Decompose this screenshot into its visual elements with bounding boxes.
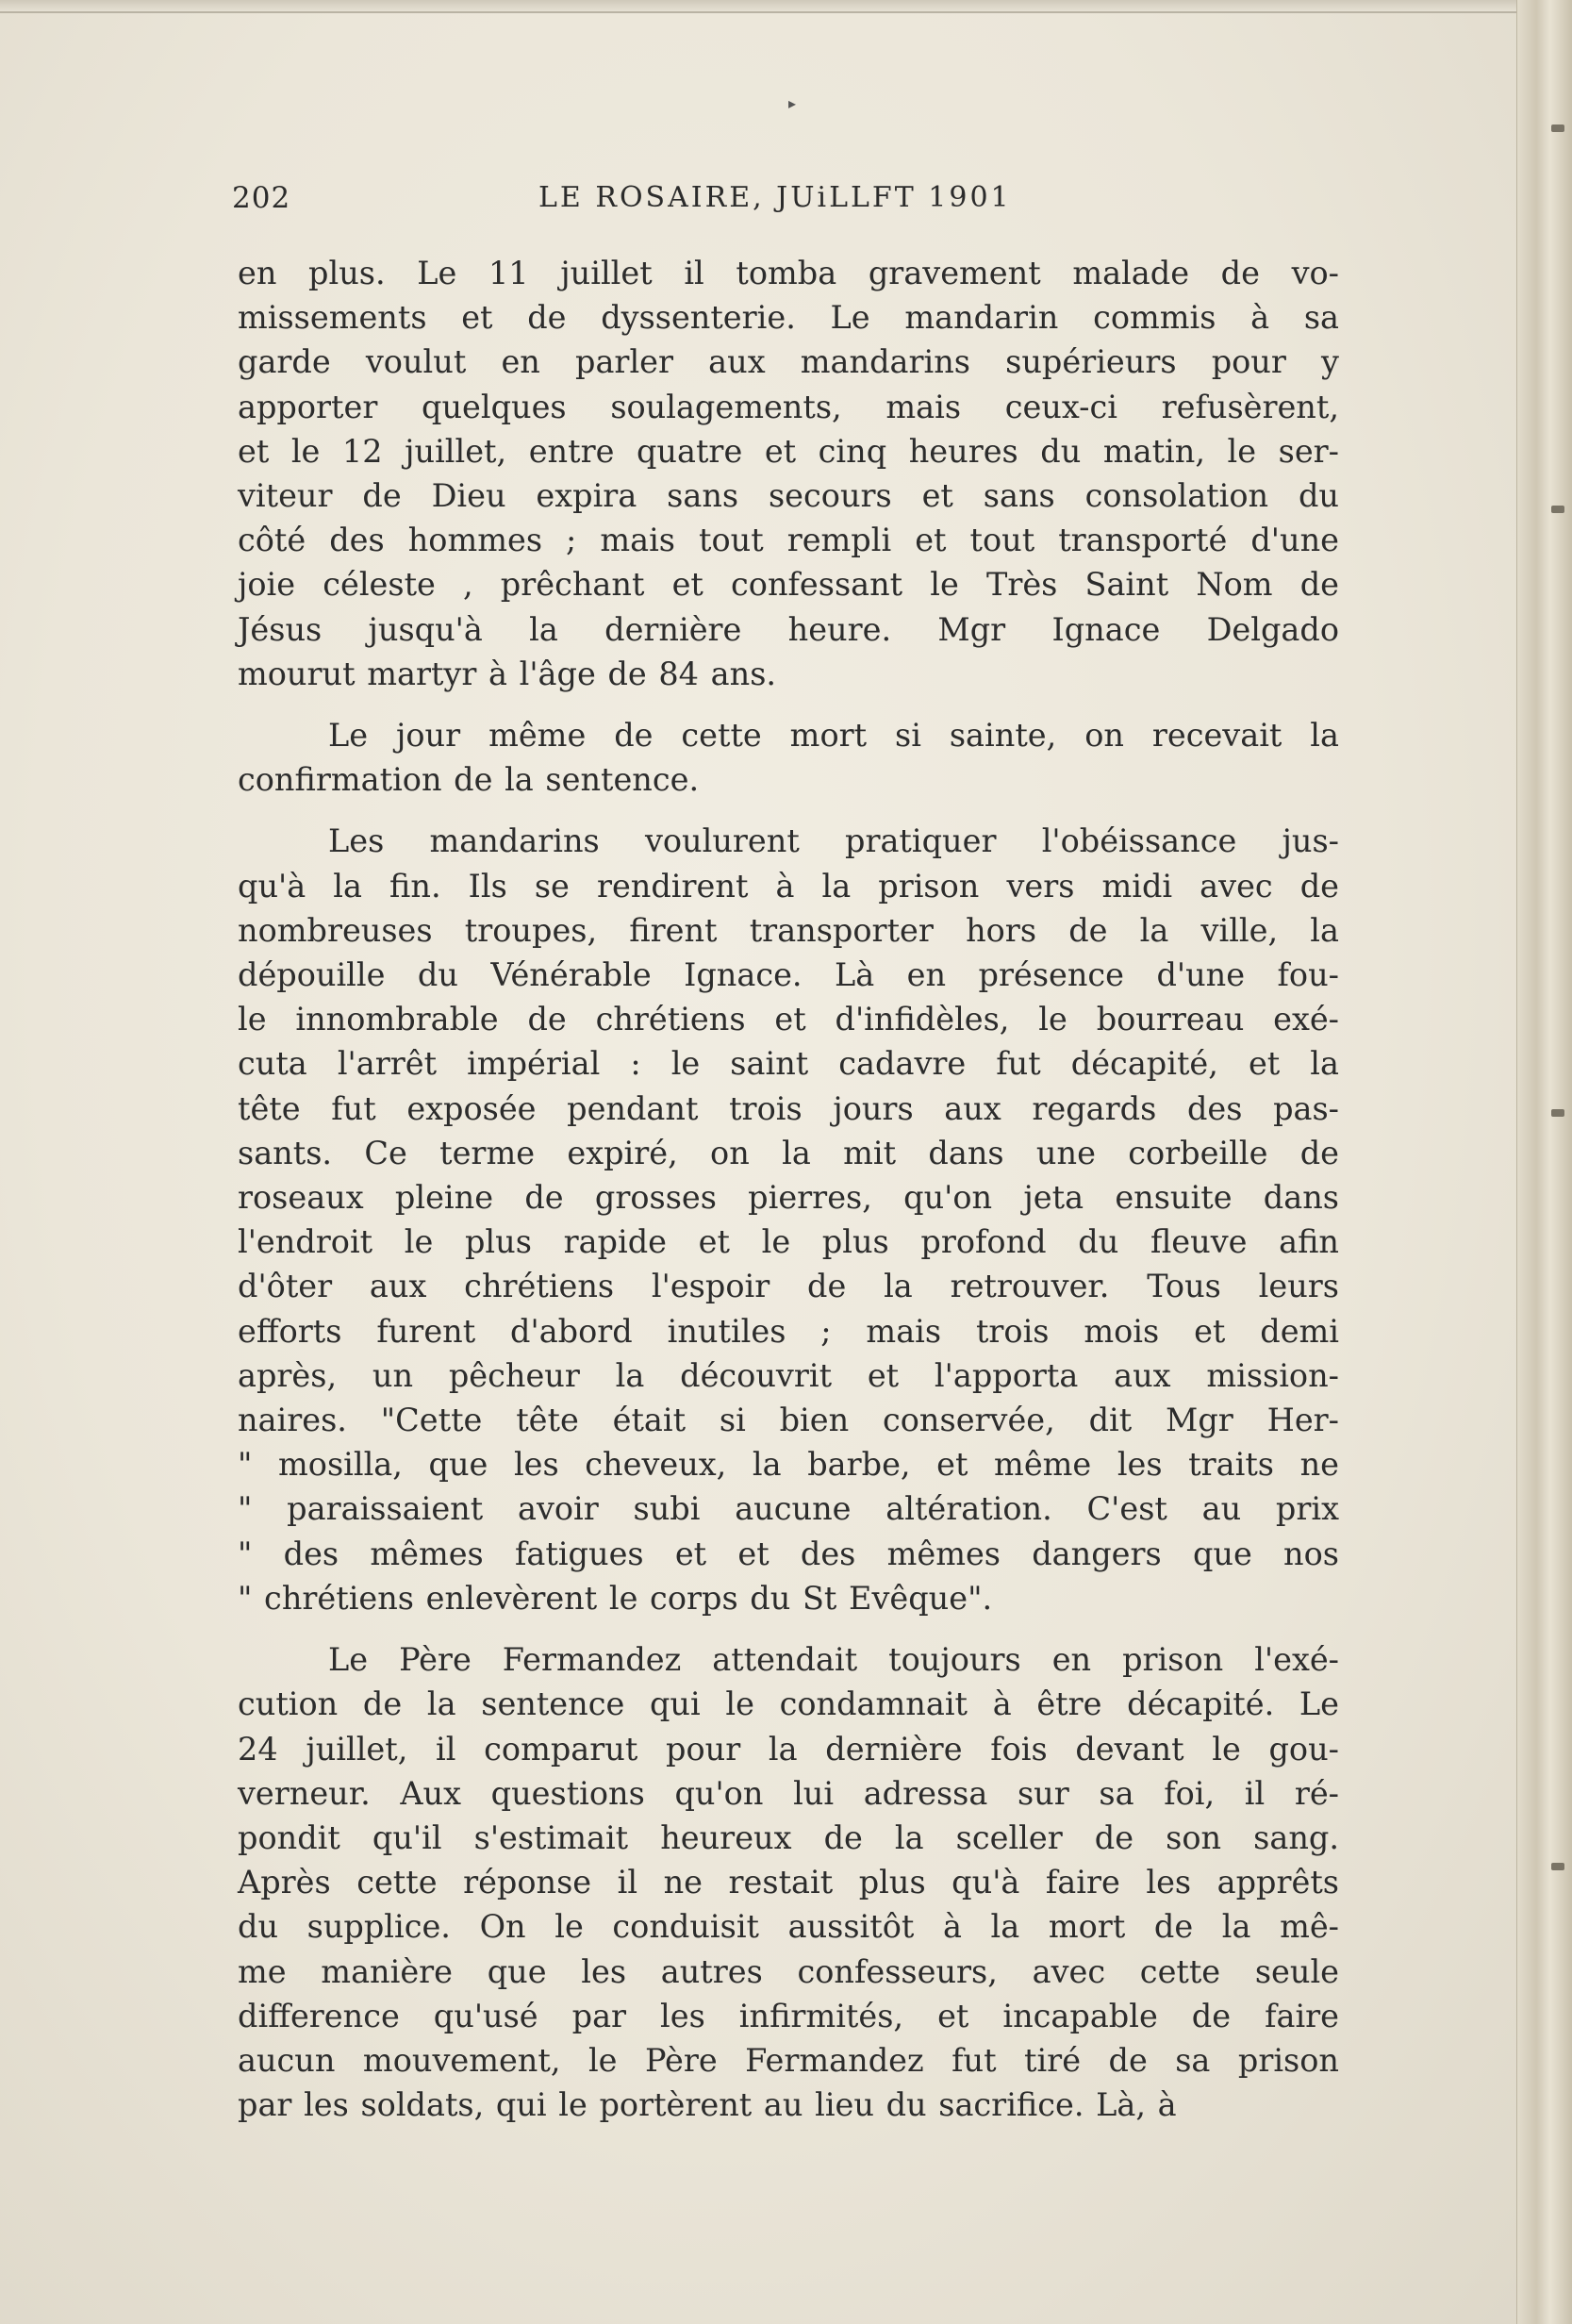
text-line: missements et de dyssenterie. Le mandarin commis à sa	[238, 299, 1339, 337]
edge-mark	[1551, 1863, 1564, 1870]
text-line: cuta l'arrêt impérial : le saint cadavre fut décapité, et la	[238, 1045, 1339, 1083]
text-line: du supplice. On le conduisit aussitôt à la mort de la mê-	[238, 1908, 1339, 1946]
text-line: par les soldats, qui le portèrent au lieu du sacrifice. Là, à	[238, 2086, 1177, 2124]
text-line: mourut martyr à l'âge de 84 ans.	[238, 655, 777, 692]
text-line: verneur. Aux questions qu'on lui adressa sur sa foi, il ré-	[238, 1774, 1339, 1812]
edge-mark	[1551, 1109, 1564, 1117]
printer-mark: ▸	[788, 94, 797, 112]
text-line: " paraissaient avoir subi aucune altération. C'est au prix	[238, 1490, 1339, 1528]
body-text	[238, 251, 1339, 2127]
text-line: Jésus jusqu'à la dernière heure. Mgr Ignace Delgado	[238, 610, 1339, 648]
text-line: l'endroit le plus rapide et le plus profond du fleuve afin	[238, 1223, 1339, 1261]
text-line: cution de la sentence qui le condamnait à être décapité. Le	[238, 1685, 1339, 1723]
edge-mark	[1551, 124, 1564, 132]
text-line: sants. Ce terme expiré, on la mit dans une corbeille de	[238, 1134, 1339, 1171]
text-line: et le 12 juillet, entre quatre et cinq heures du matin, le ser-	[238, 432, 1339, 470]
text-line: garde voulut en parler aux mandarins supérieurs pour y	[238, 343, 1339, 381]
paragraph	[238, 251, 1339, 696]
text-line: d'ôter aux chrétiens l'espoir de la retrouver. Tous leurs	[238, 1268, 1339, 1305]
text-line: Les mandarins voulurent pratiquer l'obéissance jus-	[328, 822, 1339, 860]
text-line: Après cette réponse il ne restait plus qu'à faire les apprêts	[238, 1864, 1339, 1901]
text-line: Le Père Fermandez attendait toujours en prison l'exé-	[328, 1641, 1339, 1679]
paragraph-gap	[238, 802, 1339, 819]
running-head	[232, 181, 1335, 219]
text-line: roseaux pleine de grosses pierres, qu'on jeta ensuite dans	[238, 1179, 1339, 1217]
text-line: apporter quelques soulagements, mais ceux-ci refusèrent,	[238, 388, 1339, 425]
text-line: difference qu'usé par les infirmités, et incapable de faire	[238, 1997, 1339, 2034]
text-line: pondit qu'il s'estimait heureux de la sceller de son sang.	[238, 1818, 1339, 1856]
top-edge-rule	[0, 0, 1518, 13]
edge-mark	[1551, 506, 1564, 513]
text-line: viteur de Dieu expira sans secours et sans consolation du	[238, 477, 1339, 515]
text-line: 24 juillet, il comparut pour la dernière fois devant le gou-	[238, 1730, 1339, 1768]
text-line: " des mêmes fatigues et et des mêmes dangers que nos	[238, 1535, 1339, 1572]
text-line: Le jour même de cette mort si sainte, on recevait la	[328, 717, 1339, 755]
running-title: LE ROSAIRE, JUiLLFT 1901	[538, 181, 1012, 214]
paragraph-gap	[238, 1620, 1339, 1637]
text-line: me manière que les autres confesseurs, avec cette seule	[238, 1952, 1339, 1990]
paragraph-gap	[238, 696, 1339, 713]
text-line: aucun mouvement, le Père Fermandez fut tiré de sa prison	[238, 2041, 1339, 2079]
text-line: joie céleste , prêchant et confessant le Très Saint Nom de	[238, 566, 1339, 604]
paragraph	[238, 1637, 1339, 2127]
text-line: le innombrable de chrétiens et d'infidèles, le bourreau exé-	[238, 1001, 1339, 1038]
text-line: " chrétiens enlevèrent le corps du St Evêque".	[238, 1579, 993, 1617]
text-line: naires. "Cette tête était si bien conservée, dit Mgr Her-	[238, 1402, 1339, 1439]
text-line: tête fut exposée pendant trois jours aux regards des pas-	[238, 1089, 1339, 1127]
text-line: " mosilla, que les cheveux, la barbe, et même les traits ne	[238, 1446, 1339, 1484]
text-line: après, un pêcheur la découvrit et l'apporta aux mission-	[238, 1356, 1339, 1394]
text-line: confirmation de la sentence.	[238, 761, 700, 799]
text-line: efforts furent d'abord inutiles ; mais trois mois et demi	[238, 1312, 1339, 1350]
paragraph	[238, 713, 1339, 802]
paragraph	[238, 819, 1339, 1620]
text-line: en plus. Le 11 juillet il tomba gravement malade de vo-	[238, 255, 1339, 291]
text-line: côté des hommes ; mais tout rempli et tout transporté d'une	[238, 522, 1339, 559]
page-number: 202	[232, 181, 291, 215]
text-line: nombreuses troupes, firent transporter hors de la ville, la	[238, 911, 1339, 949]
page-binding-edge	[1516, 0, 1572, 2324]
text-line: qu'à la fin. Ils se rendirent à la prison vers midi avec de	[238, 867, 1339, 905]
text-line: dépouille du Vénérable Ignace. Là en présence d'une fou-	[238, 956, 1339, 994]
